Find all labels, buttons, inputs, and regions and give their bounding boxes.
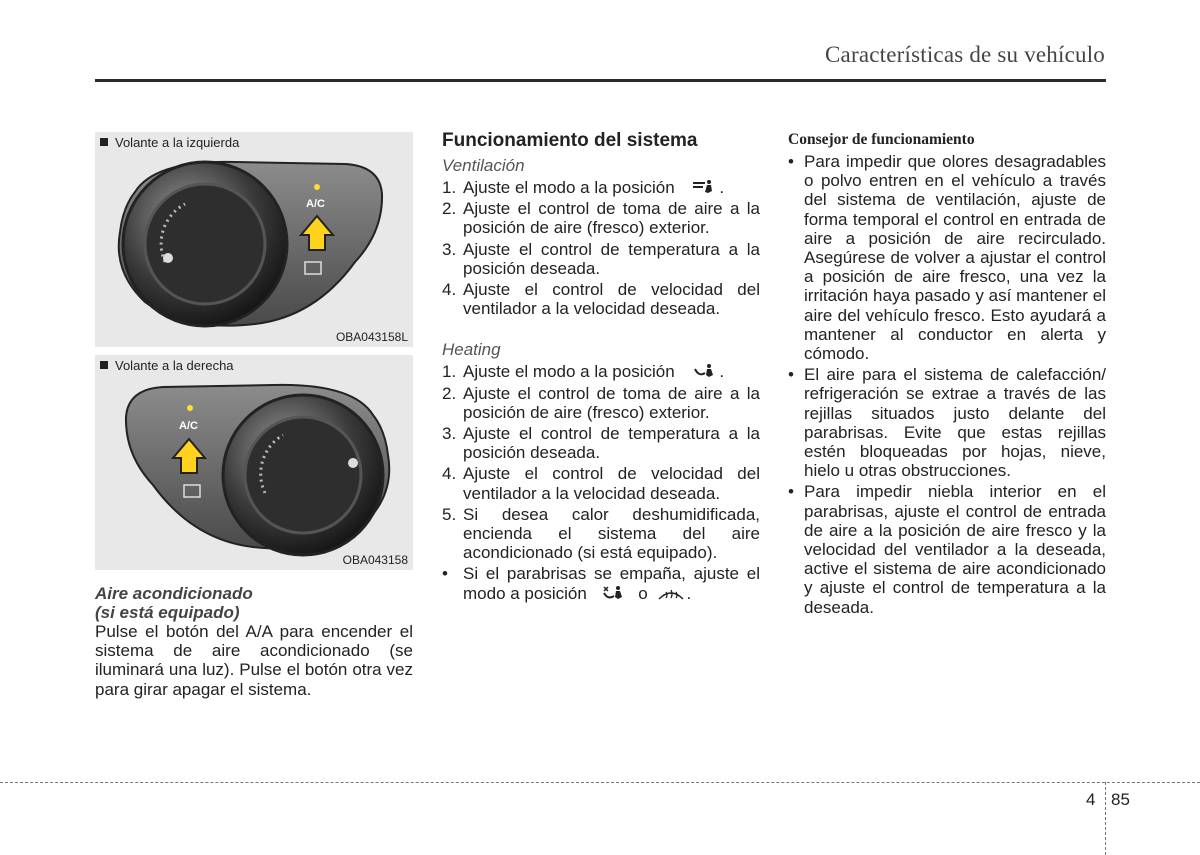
figure-caption: Volante a la izquierda — [100, 135, 239, 150]
system-operation-section — [442, 130, 760, 603]
figure-code: OBA043158L — [335, 330, 408, 344]
figure-code: OBA043158 — [342, 553, 408, 567]
ventilation-steps — [442, 178, 760, 318]
footer-divider — [0, 782, 1200, 783]
page-header-title: Características de su vehículo — [825, 42, 1105, 67]
floor-mode-icon — [689, 363, 719, 379]
figure-left-hand-drive — [95, 132, 413, 347]
ac-indicator-light — [314, 184, 320, 190]
list-item: • Si el parabrisas se empaña, ajuste el modo a posición o . — [442, 564, 760, 603]
figure-caption: Volante a la derecha — [100, 358, 234, 373]
section-body: Pulse el botón del A/A para encender el sistema de aire acondicionado (se iluminará una luz). Pulse el botón otra vez para girar apagar el sistema. — [95, 622, 413, 699]
heating-steps — [442, 362, 760, 602]
floor-defrost-mode-icon — [600, 585, 630, 601]
footer-vertical-divider — [1105, 782, 1106, 855]
ac-indicator-light — [187, 405, 193, 411]
heating-heading: Heating — [442, 340, 501, 360]
list-item: 2. Ajuste el control de toma de aire a la posición de aire (fresco) exterior. — [442, 383, 760, 422]
list-item: 5. Si desea calor deshumidificada, encienda el sistema del aire acondicionado (si está equipado). — [442, 504, 760, 563]
tips-list — [788, 152, 1106, 617]
ac-button-label: A/C — [179, 420, 198, 432]
list-item: • El aire para el sistema de calefacción/ refrigeración se extrae a través de las rejillas situados justo delante del parabrisas. Evite que estas rejillas estén bloqueadas por hojas, nieve, hielo u otras obstrucciones. — [788, 365, 1106, 481]
ac-button-label: A/C — [306, 198, 325, 210]
chapter-number: 4 — [1086, 790, 1096, 809]
operating-tips-section — [788, 130, 1106, 617]
figure-right-hand-drive — [95, 355, 413, 570]
climate-control-illustration — [95, 355, 413, 570]
list-item: 4. Ajuste el control de velocidad del ventilador a la velocidad deseada. — [442, 464, 760, 503]
list-item: • Para impedir que olores desagradables o polvo entren en el vehículo a través del sistema de ventilación, ajuste de forma temporal el control en entrada de aire a posición de aire recirculado. Asegúrese de volver a ajustar el control a posición de aire fresco, una vez la irritación haya pasado y así mantener el aire del vehículo fresco. Esto ayudará a mantener al conductor en alerta y cómodo. — [788, 152, 1106, 364]
list-item: 1. Ajuste el modo a la posición . — [442, 362, 725, 382]
list-item: 2. Ajuste el control de toma de aire a la posición de aire (fresco) exterior. — [442, 199, 760, 238]
climate-control-illustration — [95, 132, 413, 347]
air-conditioning-section — [95, 584, 413, 699]
section-heading: Aire acondicionado — [95, 584, 253, 603]
list-item: 3. Ajuste el control de temperatura a la posición deseada. — [442, 239, 760, 278]
list-item: • Para impedir niebla interior en el parabrisas, ajuste el control de entrada de aire a la posición de aire fresco y la velocidad del ventilador a la deseada, active el sistema de aire acondicionado y ajuste el control de temperatura a la deseada. — [788, 482, 1106, 617]
list-item: 4. Ajuste el control de velocidad del ventilador a la velocidad deseada. — [442, 280, 760, 319]
section-heading-note: (si está equipado) — [95, 603, 240, 622]
vent-face-mode-icon — [689, 179, 719, 195]
defrost-mode-icon — [656, 585, 686, 601]
section-title: Funcionamiento del sistema — [442, 130, 698, 151]
section-heading: Consejor de funcionamiento — [788, 131, 975, 148]
list-item: 1. Ajuste el modo a la posición . — [442, 178, 725, 197]
header-rule — [95, 79, 1106, 82]
list-item: 3. Ajuste el control de temperatura a la posición deseada. — [442, 424, 760, 463]
page-number: 85 — [1111, 790, 1130, 809]
ventilation-heading: Ventilación — [442, 156, 525, 175]
